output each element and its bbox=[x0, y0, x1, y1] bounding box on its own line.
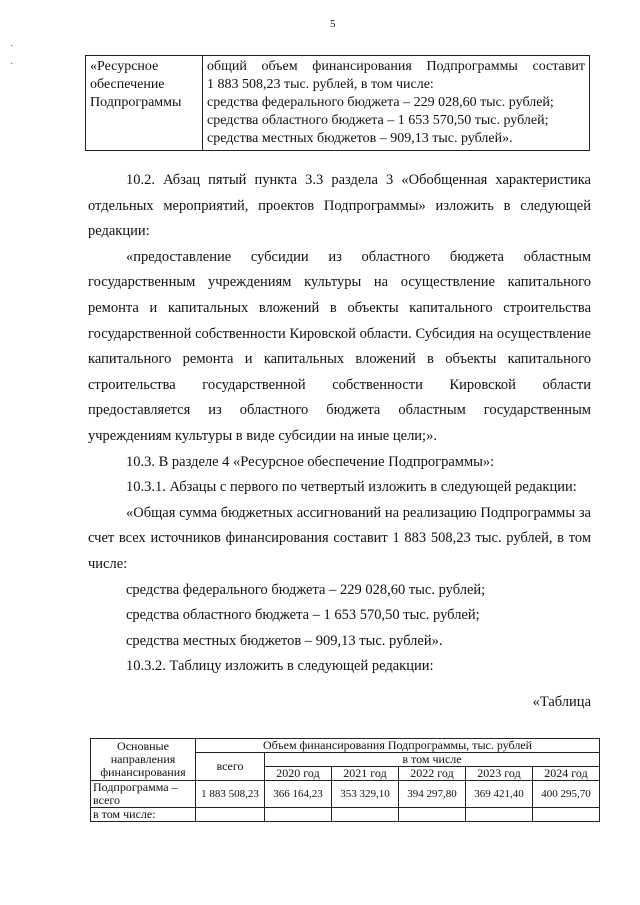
header-year: 2023 год bbox=[466, 767, 533, 781]
row-label: Подпрограмма – всего bbox=[91, 781, 196, 808]
row-value bbox=[399, 808, 466, 822]
table-row bbox=[86, 56, 590, 151]
row-total bbox=[196, 808, 265, 822]
passport-line: средства федерального бюджета – 229 028,60 тыс. рублей; bbox=[207, 95, 554, 110]
quote-total: «Общая сумма бюджетных ассигнований на реализацию Подпрограммы за счет всех источников финансирования составит 1 883 508,23 тыс. рублей, в том числе: bbox=[88, 504, 591, 572]
quote-subsidy: «предоставление субсидии из областного бюджета областным государственным учреждениям культуры на осуществление капитального ремонта и капитальных вложений в объекты капитального строительства государственной собственности Кировской области. Субсидия на осуществление капитального ремонта и капитальных вложений в объекты капитального строительства государственной собственности Кировской области предоставляется из областного бюджета областным государственным учреждениям культуры в виде субсидии на иные цели;». bbox=[88, 248, 591, 444]
row-value: 369 421,40 bbox=[466, 781, 533, 808]
paragraph-10-3-1: 10.3.1. Абзацы с первого по четвертый изложить в следующей редакции: bbox=[126, 479, 577, 496]
header-directions: Основные направления финансирования bbox=[91, 739, 196, 781]
row-value bbox=[533, 808, 600, 822]
table-row bbox=[91, 781, 600, 808]
passport-table bbox=[85, 55, 590, 151]
header-year: 2020 год bbox=[265, 767, 332, 781]
row-value bbox=[332, 808, 399, 822]
row-value bbox=[265, 808, 332, 822]
passport-line: общий объем финансирования Подпрограммы составит bbox=[207, 59, 585, 74]
financing-table bbox=[90, 738, 600, 822]
table-header-row bbox=[91, 739, 600, 753]
table-row bbox=[91, 808, 600, 822]
margin-marks: · · bbox=[10, 41, 14, 70]
passport-value bbox=[203, 56, 590, 151]
quote-regional: средства областного бюджета – 1 653 570,50 тыс. рублей; bbox=[126, 607, 480, 624]
header-year: 2024 год bbox=[533, 767, 600, 781]
passport-line: средства местных бюджетов – 909,13 тыс. рублей». bbox=[207, 131, 513, 146]
header-year: 2021 год bbox=[332, 767, 399, 781]
row-value bbox=[466, 808, 533, 822]
quote-federal: средства федерального бюджета – 229 028,60 тыс. рублей; bbox=[126, 581, 486, 598]
row-label: в том числе: bbox=[91, 808, 196, 822]
table-label: «Таблица bbox=[532, 693, 591, 710]
row-value: 400 295,70 bbox=[533, 781, 600, 808]
row-total: 1 883 508,23 bbox=[196, 781, 265, 808]
row-value: 353 329,10 bbox=[332, 781, 399, 808]
row-value: 366 164,23 bbox=[265, 781, 332, 808]
header-including: в том числе bbox=[265, 753, 600, 767]
passport-line: средства областного бюджета – 1 653 570,50 тыс. рублей; bbox=[207, 113, 549, 128]
quote-local: средства местных бюджетов – 909,13 тыс. рублей». bbox=[126, 632, 443, 649]
passport-line: 1 883 508,23 тыс. рублей, в том числе: bbox=[207, 77, 434, 92]
paragraph-10-3: 10.3. В разделе 4 «Ресурсное обеспечение Подпрограммы»: bbox=[126, 453, 495, 470]
paragraph-10-3-2: 10.3.2. Таблицу изложить в следующей редакции: bbox=[126, 658, 434, 675]
passport-label: «Ресурсное обеспечение Подпрограммы bbox=[86, 56, 203, 151]
page-number: 5 bbox=[330, 18, 336, 30]
paragraph-10-2: 10.2. Абзац пятый пункта 3.3 раздела 3 «Обобщенная характеристика отдельных мероприятий, проектов Подпрограммы» изложить в следующей редакции: bbox=[88, 172, 591, 240]
header-total: всего bbox=[196, 753, 265, 781]
header-volume: Объем финансирования Подпрограммы, тыс. рублей bbox=[196, 739, 600, 753]
header-year: 2022 год bbox=[399, 767, 466, 781]
row-value: 394 297,80 bbox=[399, 781, 466, 808]
document-body bbox=[88, 168, 591, 715]
